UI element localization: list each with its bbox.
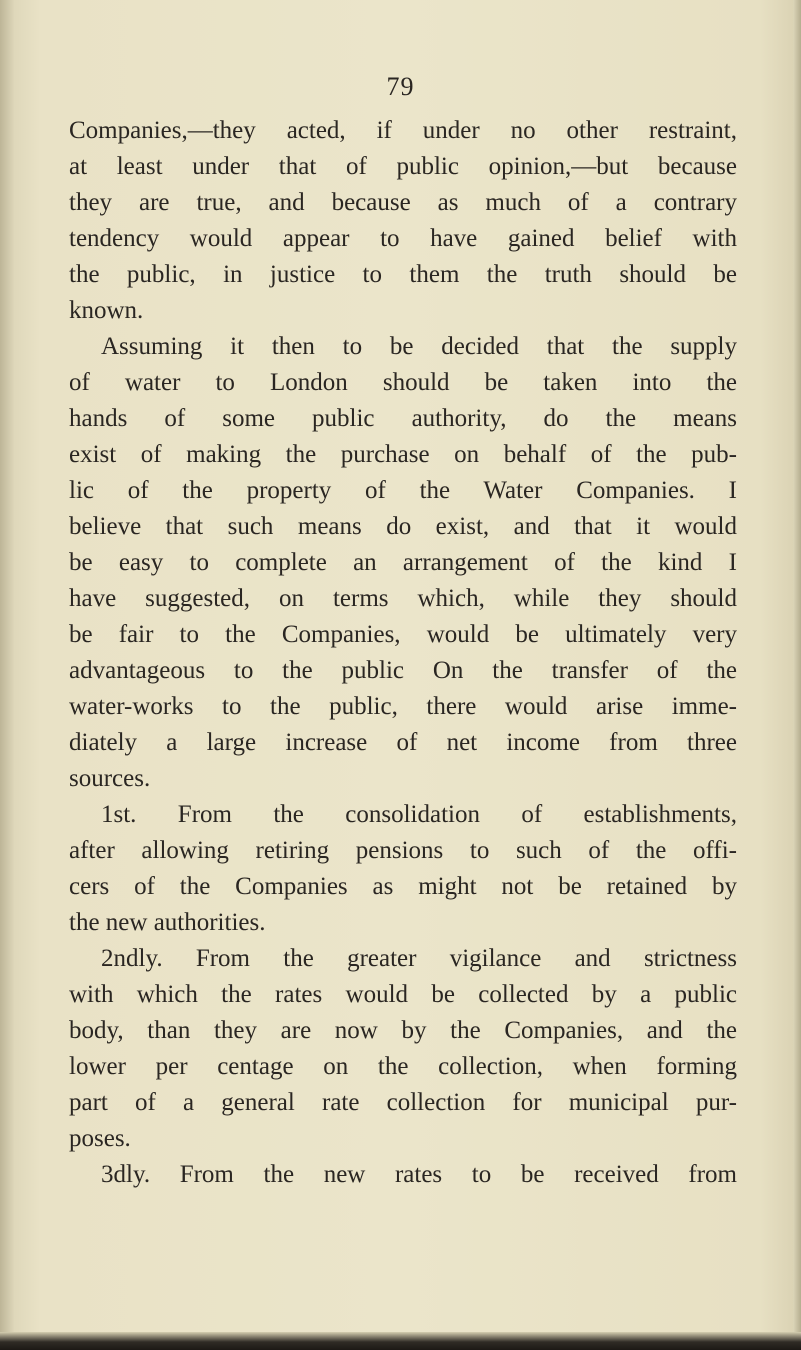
scan-bottom-edge	[0, 1332, 801, 1350]
text-line: lic of the property of the Water Companies. I	[69, 477, 737, 504]
text-line: hands of some public authority, do the means	[69, 405, 737, 432]
body-text	[69, 113, 737, 1193]
text-line: sources.	[69, 765, 151, 792]
text-line: Assuming it then to be decided that the supply	[101, 333, 737, 360]
page-gutter-shadow	[0, 0, 14, 1350]
text-line: have suggested, on terms which, while they should	[69, 585, 737, 612]
text-line: 2ndly. From the greater vigilance and strictness	[101, 945, 737, 972]
text-line: of water to London should be taken into the	[69, 369, 737, 396]
text-line: they are true, and because as much of a contrary	[69, 189, 737, 216]
text-line: at least under that of public opinion,—but because	[69, 153, 737, 180]
text-line: lower per centage on the collection, when forming	[69, 1053, 737, 1080]
text-line: the public, in justice to them the truth should be	[69, 261, 737, 288]
text-line: diately a large increase of net income from three	[69, 729, 737, 756]
page-edge-shadow	[793, 0, 801, 1350]
text-line: believe that such means do exist, and that it would	[69, 513, 737, 540]
text-line: exist of making the purchase on behalf of the pub-	[69, 441, 737, 468]
text-line: body, than they are now by the Companies, and the	[69, 1017, 737, 1044]
text-line: tendency would appear to have gained belief with	[69, 225, 737, 252]
text-line: water-works to the public, there would arise imme-	[69, 693, 737, 720]
text-line: advantageous to the public On the transfer of the	[69, 657, 737, 684]
text-line: the new authorities.	[69, 909, 266, 936]
text-line: after allowing retiring pensions to such of the offi-	[69, 837, 737, 864]
text-line: Companies,—they acted, if under no other restraint,	[69, 117, 737, 144]
text-line: cers of the Companies as might not be retained by	[69, 873, 737, 900]
text-line: part of a general rate collection for municipal pur-	[69, 1089, 737, 1116]
text-line: 1st. From the consolidation of establishments,	[101, 801, 737, 828]
text-line: poses.	[69, 1125, 131, 1152]
text-line: 3dly. From the new rates to be received from	[101, 1161, 737, 1188]
text-line: known.	[69, 297, 144, 324]
text-line: be fair to the Companies, would be ultimately very	[69, 621, 737, 648]
text-line: with which the rates would be collected by a public	[69, 981, 737, 1008]
page-number: 79	[386, 72, 415, 101]
text-line: be easy to complete an arrangement of the kind I	[69, 549, 737, 576]
